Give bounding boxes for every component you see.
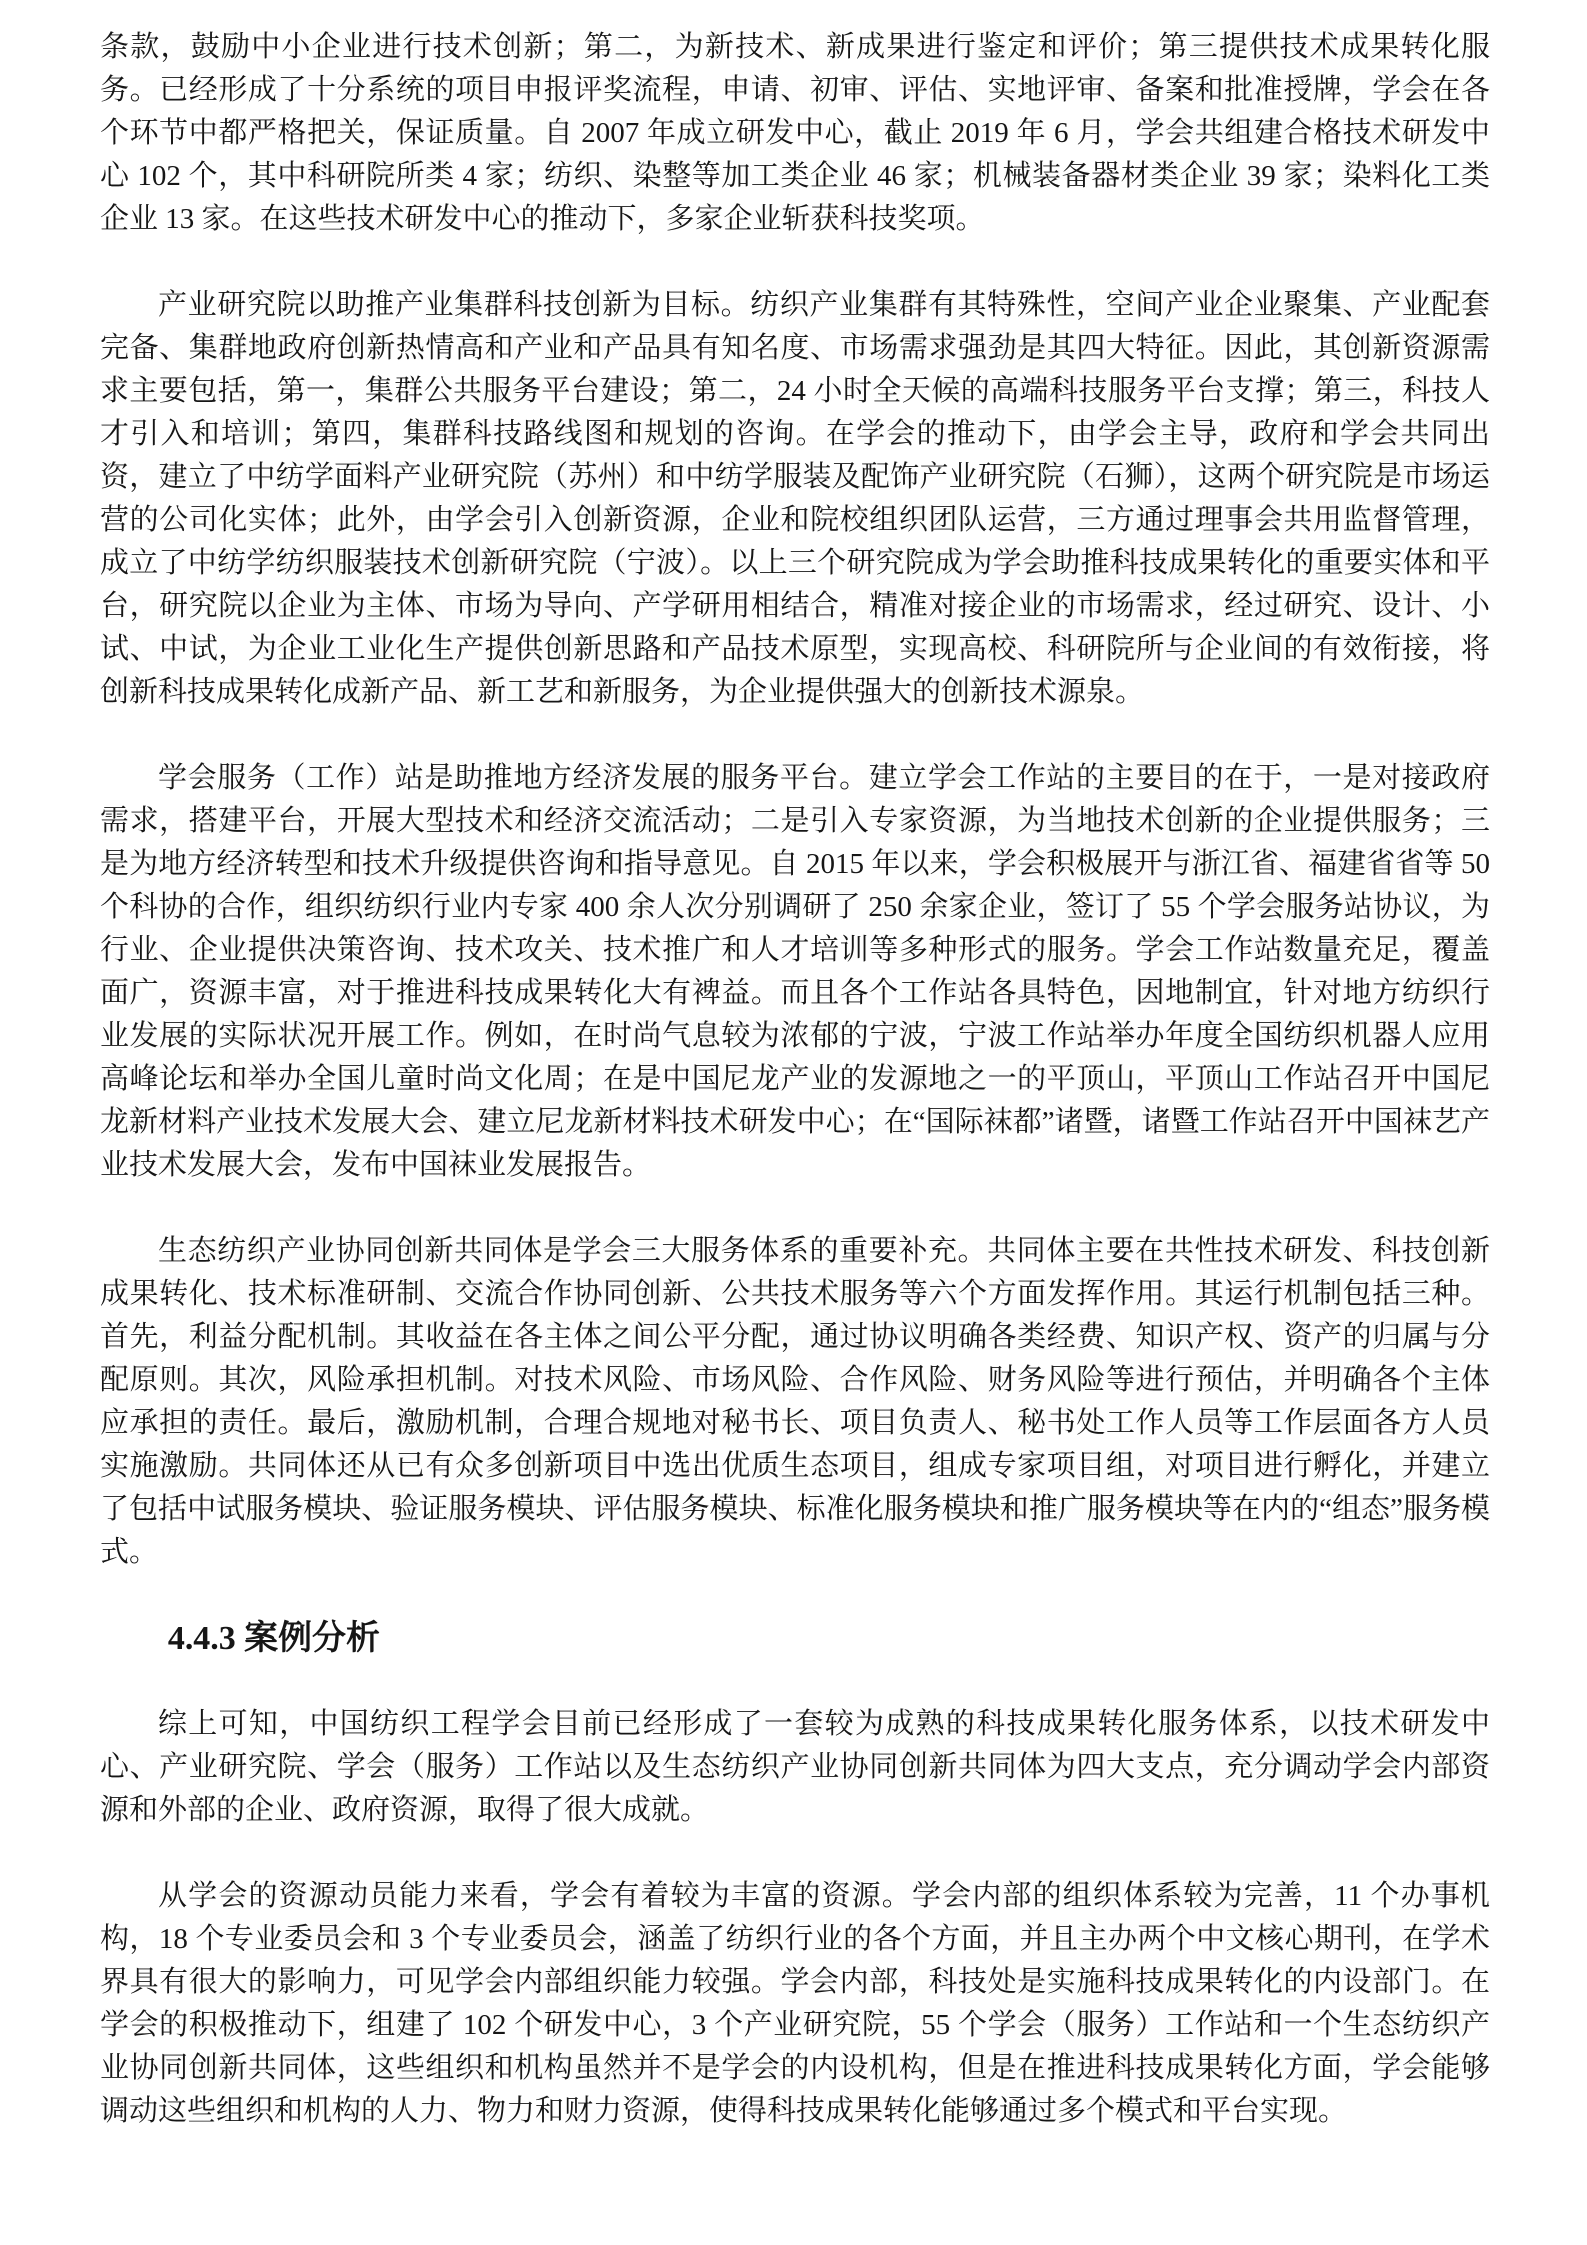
section-heading-4-4-3-case-analysis: 4.4.3 案例分析 — [167, 1620, 380, 1657]
paragraph-eco-textile-community: 生态纺织产业协同创新共同体是学会三大服务体系的重要补充。共同体主要在共性技术研发、科技创新成果转化、技术标准研制、交流合作协同创新、公共技术服务等六个方面发挥作用。其运行机制包括三种。首先，利益分配机制。其收益在各主体之间公平分配，通过协议明确各类经费、知识产权、资产的归属与分配原则。其次，风险承担机制。对技术风险、市场风险、合作风险、财务风险等进行预估，并明确各个主体应承担的责任。最后，激励机制，合理合规地对秘书长、项目负责人、秘书处工作人员等工作层面各方人员实施激励。共同体还从已有众多创新项目中选出优质生态项目，组成专家项目组，对项目进行孵化，并建立了包括中试服务模块、验证服务模块、评估服务模块、标准化服务模块和推广服务模块等在内的“组态”服务模式。 — [100, 1235, 1490, 1568]
paragraph-resource-mobilization: 从学会的资源动员能力来看，学会有着较为丰富的资源。学会内部的组织体系较为完善，11 个办事机构，18 个专业委员会和 3 个专业委员会，涵盖了纺织行业的各个方面，并且主办两个中文核心期刊，在学术界具有很大的影响力，可见学会内部组织能力较强。学会内部，科技处是实施科技成果转化的内设部门。在学会的积极推动下，组建了 102 个研发中心，3 个产业研究院，55 个学会（服务）工作站和一个生态纺织产业协同创新共同体，这些组织和机构虽然并不是学会的内设机构，但是在推进科技成果转化方面，学会能够调动这些组织和机构的人力、物力和财力资源，使得科技成果转化能够通过多个模式和平台实现。 — [100, 1880, 1490, 2127]
paragraph-industry-research-institutes: 产业研究院以助推产业集群科技创新为目标。纺织产业集群有其特殊性，空间产业企业聚集、产业配套完备、集群地政府创新热情高和产业和产品具有知名度、市场需求强劲是其四大特征。因此，其创新资源需求主要包括，第一，集群公共服务平台建设；第二，24 小时全天候的高端科技服务平台支撑；第三，科技人才引入和培训；第四，集群科技路线图和规划的咨询。在学会的推动下，由学会主导，政府和学会共同出资，建立了中纺学面料产业研究院（苏州）和中纺学服装及配饰产业研究院（石狮），这两个研究院是市场运营的公司化实体；此外，由学会引入创新资源，企业和院校组织团队运营，三方通过理事会共用监督管理，成立了中纺学纺织服装技术创新研究院（宁波）。以上三个研究院成为学会助推科技成果转化的重要实体和平台，研究院以企业为主体、市场为导向、产学研用相结合，精准对接企业的市场需求，经过研究、设计、小试、中试，为企业工业化生产提供创新思路和产品技术原型，实现高校、科研院所与企业间的有效衔接，将创新科技成果转化成新产品、新工艺和新服务，为企业提供强大的创新技术源泉。 — [100, 289, 1490, 708]
paragraph-research-centers: 条款，鼓励中小企业进行技术创新；第二，为新技术、新成果进行鉴定和评价；第三提供技术成果转化服务。已经形成了十分系统的项目申报评奖流程，申请、初审、评估、实地评审、备案和批准授牌，学会在各个环节中都严格把关，保证质量。自 2007 年成立研发中心，截止 2019 年 6 月，学会共组建合格技术研发中心 102 个，其中科研院所类 4 家；纺织、染整等加工类企业 46 家；机械装备器材类企业 39 家；染料化工类企业 13 家。在这些技术研发中心的推动下，多家企业斩获科技奖项。 — [100, 31, 1490, 235]
paragraph-service-workstations: 学会服务（工作）站是助推地方经济发展的服务平台。建立学会工作站的主要目的在于，一是对接政府需求，搭建平台，开展大型技术和经济交流活动；二是引入专家资源，为当地技术创新的企业提供服务；三是为地方经济转型和技术升级提供咨询和指导意见。自 2015 年以来，学会积极展开与浙江省、福建省省等 50 个科协的合作，组织纺织行业内专家 400 余人次分别调研了 250 余家企业，签订了 55 个学会服务站协议，为行业、企业提供决策咨询、技术攻关、技术推广和人才培训等多种形式的服务。学会工作站数量充足，覆盖面广，资源丰富，对于推进科技成果转化大有裨益。而且各个工作站各具特色，因地制宜，针对地方纺织行业发展的实际状况开展工作。例如，在时尚气息较为浓郁的宁波，宁波工作站举办年度全国纺织机器人应用高峰论坛和举办全国儿童时尚文化周；在是中国尼龙产业的发源地之一的平顶山，平顶山工作站召开中国尼龙新材料产业技术发展大会、建立尼龙新材料技术研发中心；在“国际袜都”诸暨，诸暨工作站召开中国袜艺产业技术发展大会，发布中国袜业发展报告。 — [100, 762, 1490, 1181]
paragraph-summary: 综上可知，中国纺织工程学会目前已经形成了一套较为成熟的科技成果转化服务体系，以技术研发中心、产业研究院、学会（服务）工作站以及生态纺织产业协同创新共同体为四大支点，充分调动学会内部资源和外部的企业、政府资源，取得了很大成就。 — [100, 1708, 1490, 1826]
